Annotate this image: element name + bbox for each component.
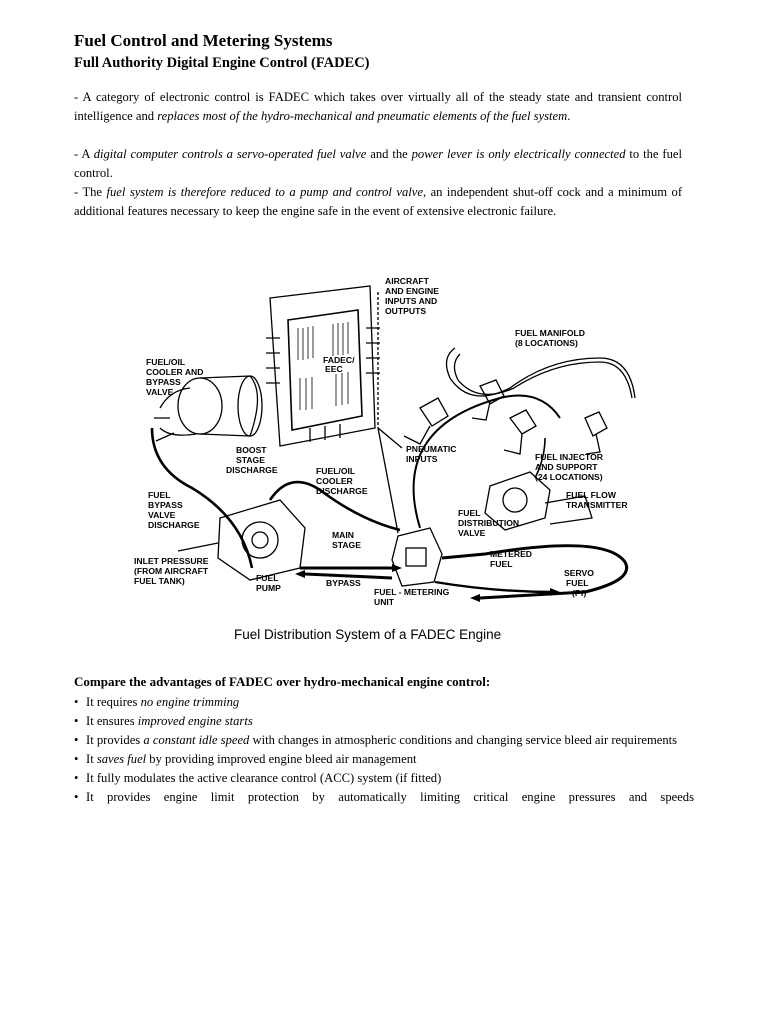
bullet: • (74, 733, 79, 747)
bullet: • (74, 695, 79, 709)
fadec-fuel-distribution-figure (130, 268, 640, 650)
paragraph-fuel-system (74, 183, 682, 221)
label-aircraft-inputs: AIRCRAFT AND ENGINE INPUTS AND OUTPUTS (385, 276, 439, 316)
label-fuel-pump: FUEL PUMP (256, 573, 281, 593)
text-run: It (86, 752, 97, 766)
list-item (74, 788, 694, 807)
text-run: It requires (86, 695, 141, 709)
fuel-manifold (446, 348, 635, 398)
list-item (74, 750, 694, 769)
emphasis-run: saves fuel (96, 752, 147, 766)
label-pneumatic-inputs: PNEUMATIC INPUTS (406, 444, 457, 464)
text-run: - A (74, 147, 94, 161)
list-item (74, 731, 694, 750)
emphasis-run: fuel system is therefore reduced to a pump and control valve (106, 185, 423, 199)
label-main-stage: MAIN STAGE (332, 530, 361, 550)
emphasis-run: no engine trimming (140, 695, 240, 709)
label-fuel-injector: FUEL INJECTOR AND SUPPORT (24 LOCATIONS) (535, 452, 603, 482)
bullet: • (74, 714, 79, 728)
fadec-eec-unit (266, 286, 380, 446)
advantages-heading: Compare the advantages of FADEC over hydro-mechanical engine control: (74, 674, 491, 689)
bullet: • (74, 752, 79, 766)
emphasis-run: a constant idle speed (143, 733, 250, 747)
text-run: It provides (86, 733, 144, 747)
bullet: • (74, 790, 79, 804)
text-run: It provides engine limit protection by automatically limiting critical engine pressures and speeds (86, 790, 694, 804)
label-fuel-distribution-valve: FUEL DISTRIBUTION VALVE (458, 508, 520, 538)
label-fuel-manifold: FUEL MANIFOLD (8 LOCATIONS) (515, 328, 586, 348)
list-item (74, 693, 694, 712)
label-cooler-discharge: FUEL/OIL COOLER DISCHARGE (316, 466, 368, 496)
text-run: - A category of electronic control is FADEC which takes over virtually all of the steady state and transient control intelligence and (74, 90, 682, 123)
page-title: Fuel Control and Metering Systems (74, 31, 333, 50)
figure-caption: Fuel Distribution System of a FADEC Engine (234, 627, 502, 642)
text-run: , an independent shut-off cock and a minimum of additional features necessary to keep the engine safe in the event of extensive electronic failure. (74, 185, 683, 218)
fuel-metering-unit (392, 528, 442, 586)
text-run: . (567, 109, 571, 123)
text-run: with changes in atmospheric conditions and changing service bleed air requirements (249, 733, 678, 747)
fuel-system-diagram (130, 268, 640, 650)
text-run: It ensures (86, 714, 138, 728)
text-run: by providing improved engine bleed air management (146, 752, 417, 766)
text-run: It fully modulates the active clearance control (ACC) system (if fitted) (86, 771, 442, 785)
label-bypass: BYPASS (326, 578, 361, 588)
label-fuel-metering-unit: FUEL - METERING UNIT (374, 587, 450, 607)
label-fuel-flow-transmitter: FUEL FLOW TRANSMITTER (566, 490, 628, 510)
paragraph-fadec-category (74, 88, 682, 126)
advantages-list (74, 693, 694, 807)
list-item (74, 712, 694, 731)
label-metered-fuel: METERED FUEL (490, 549, 533, 569)
paragraph-digital-computer (74, 145, 682, 183)
label-boost-stage: BOOST STAGE DISCHARGE (226, 445, 278, 475)
label-fuel-oil-cooler: FUEL/OIL COOLER AND BYPASS VALVE (146, 357, 204, 397)
section-heading: Full Authority Digital Engine Control (FADEC) (74, 55, 370, 71)
text-run: to the fuel control. (74, 147, 682, 180)
label-inlet-pressure: INLET PRESSURE (FROM AIRCRAFT FUEL TANK) (134, 556, 209, 586)
text-run: - The (74, 185, 107, 199)
emphasis-run: power lever is only electrically connected (411, 147, 626, 161)
list-item (74, 769, 694, 788)
label-servo-fuel: SERVO FUEL (Pf) (564, 568, 594, 598)
emphasis-run: digital computer controls a servo-operated fuel valve (93, 147, 367, 161)
bullet: • (74, 771, 79, 785)
emphasis-run: replaces most of the hydro-mechanical and pneumatic elements of the fuel system (157, 109, 568, 123)
label-fadec-eec: FADEC/ EEC (323, 355, 355, 374)
label-bypass-valve-discharge: FUEL BYPASS VALVE DISCHARGE (148, 490, 200, 530)
text-run: and the (366, 147, 412, 161)
emphasis-run: improved engine starts (137, 714, 253, 728)
